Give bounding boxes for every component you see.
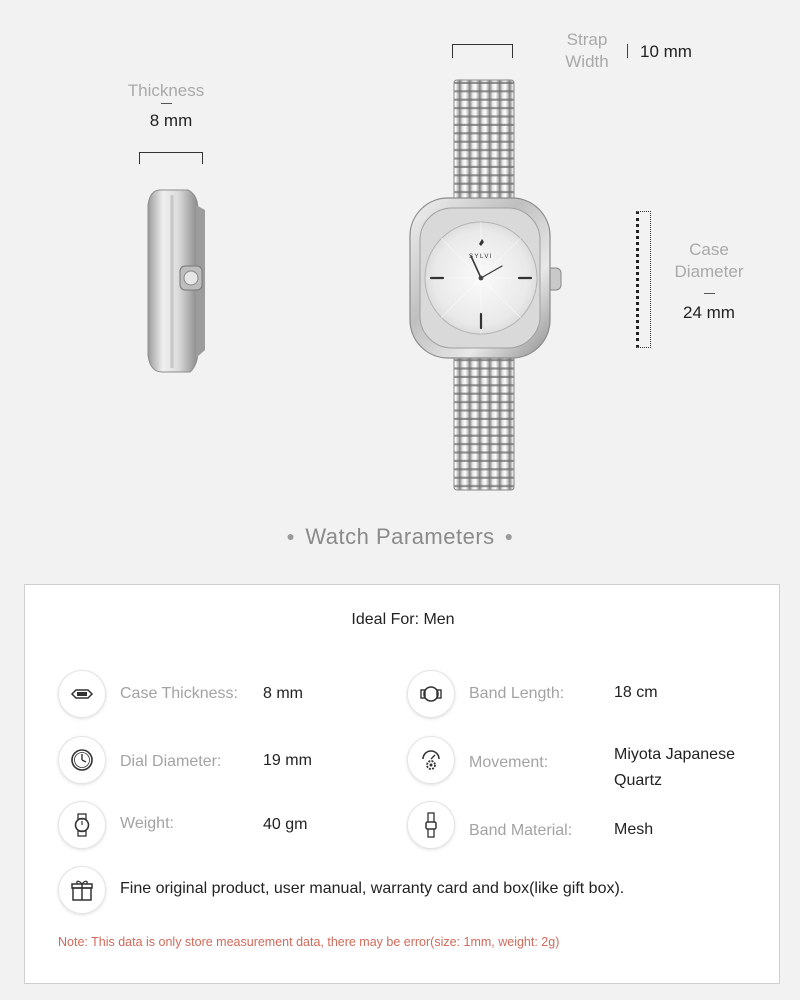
- weight-label: Weight:: [120, 815, 174, 832]
- strap-width-label-line2: Width: [565, 52, 609, 71]
- measurement-note: Note: This data is only store measurement data, there may be error(size: 1mm, weight: 2g): [58, 935, 560, 949]
- band-material-value: Mesh: [614, 821, 654, 838]
- section-title: [0, 524, 800, 550]
- thickness-bracket: [139, 152, 203, 164]
- ideal-for: Ideal For: Men: [351, 611, 455, 628]
- thickness-label: Thickness: [127, 81, 205, 100]
- side-view-watch: [148, 190, 205, 372]
- dial-diameter-label: Dial Diameter:: [120, 753, 222, 770]
- case-diameter-label-line2: Diameter: [674, 262, 744, 281]
- case-thickness-value: 8 mm: [263, 685, 303, 702]
- case-diameter-label-line1: Case: [689, 240, 729, 259]
- strap-icon: [407, 801, 455, 849]
- section-title-text: Watch Parameters: [305, 524, 495, 549]
- dial-diameter-value: 19 mm: [263, 752, 312, 769]
- case-thickness-icon: [58, 670, 106, 718]
- strap-width-divider: [627, 44, 628, 58]
- package-contents: Fine original product, user manual, warranty card and box(like gift box).: [120, 880, 625, 897]
- thickness-value: 8 mm: [149, 111, 193, 130]
- gear-gauge-icon: [407, 736, 455, 784]
- clock-icon: [58, 736, 106, 784]
- band-length-value: 18 cm: [614, 684, 658, 701]
- band-material-label: Band Material:: [469, 822, 573, 839]
- case-diameter-bracket: [636, 211, 651, 348]
- gift-icon: [58, 866, 106, 914]
- upper-band: [454, 80, 514, 215]
- bullet-right: ●: [504, 528, 514, 544]
- case-diameter-value: 24 mm: [683, 303, 735, 322]
- brand-name: SYLVI: [468, 254, 494, 260]
- spec-card: [24, 584, 780, 984]
- movement-label: Movement:: [469, 754, 549, 771]
- band-length-label: Band Length:: [469, 685, 565, 702]
- lower-band: [454, 340, 514, 490]
- movement-value-line2: Quartz: [614, 772, 663, 789]
- case-thickness-label: Case Thickness:: [120, 685, 238, 702]
- movement-value-line1: Miyota Japanese: [614, 746, 735, 763]
- strap-width-value: 10 mm: [640, 42, 692, 61]
- weight-value: 40 gm: [263, 816, 308, 833]
- wristwatch-icon: [58, 801, 106, 849]
- bullet-left: ●: [286, 528, 296, 544]
- thickness-dash: [161, 103, 172, 104]
- strap-width-bracket: [452, 44, 513, 58]
- watch-band-icon: [407, 670, 455, 718]
- case-diameter-dash: [704, 293, 715, 294]
- strap-width-label-line1: Strap: [566, 30, 608, 49]
